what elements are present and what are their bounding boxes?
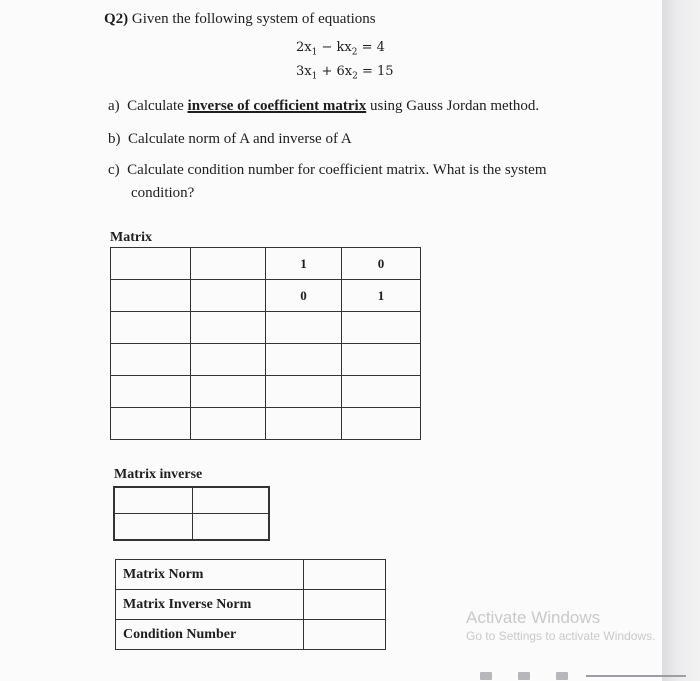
matrix-cell[interactable] (111, 248, 191, 280)
item-c-text-line2: condition? (131, 185, 195, 201)
item-b-prefix: b) (108, 131, 121, 147)
matrix-cell[interactable] (191, 312, 266, 344)
matrix-table (110, 247, 421, 440)
matrix-cell[interactable] (342, 408, 421, 440)
item-b-text: Calculate norm of A and inverse of A (128, 131, 352, 147)
equation-2: $3x_1 + 6x_2 = 15$ (296, 64, 394, 82)
matrix-inverse-table (113, 486, 270, 541)
table-row (111, 376, 421, 408)
matrix-norm-value[interactable] (304, 560, 386, 590)
condition-number-value[interactable] (304, 620, 386, 650)
norm-table (115, 559, 386, 650)
zoom-slider-icon[interactable] (586, 675, 686, 677)
item-c (108, 162, 546, 179)
matrix-cell[interactable] (111, 344, 191, 376)
item-a-prefix: a) (108, 98, 120, 114)
item-a-tail: using Gauss Jordan method. (366, 98, 540, 114)
item-a-emphasis: inverse of coefficient matrix (187, 98, 367, 114)
matrix-inverse-heading: Matrix inverse (114, 467, 203, 482)
inverse-cell[interactable] (192, 514, 269, 541)
matrix-cell[interactable] (266, 312, 342, 344)
matrix-cell[interactable] (342, 312, 421, 344)
read-mode-icon[interactable] (480, 672, 492, 680)
matrix-cell[interactable] (266, 376, 342, 408)
matrix-cell[interactable] (111, 408, 191, 440)
matrix-norm-label: Matrix Norm (116, 560, 304, 590)
matrix-cell[interactable] (191, 376, 266, 408)
matrix-cell[interactable] (191, 408, 266, 440)
question-text: Given the following system of equations (131, 11, 376, 27)
question-number: Q2) (104, 11, 129, 27)
print-layout-icon[interactable] (518, 672, 530, 680)
table-row (114, 514, 269, 541)
watermark-line1: Activate Windows (466, 608, 601, 627)
matrix-heading: Matrix (110, 230, 152, 245)
table-row (116, 560, 386, 590)
table-row (111, 344, 421, 376)
question-title (104, 11, 376, 28)
equation-1: $2x_1 - kx_2 = 4$ (296, 40, 385, 58)
table-row (116, 590, 386, 620)
condition-number-label: Condition Number (116, 620, 304, 650)
matrix-cell[interactable] (266, 344, 342, 376)
matrix-cell[interactable] (111, 280, 191, 312)
inverse-cell[interactable] (192, 487, 269, 514)
matrix-cell[interactable]: 0 (266, 280, 342, 312)
inverse-cell[interactable] (114, 514, 192, 541)
matrix-cell[interactable] (191, 280, 266, 312)
watermark-line2: Go to Settings to activate Windows. (466, 629, 656, 643)
item-c-text-line1: Calculate condition number for coefficient matrix. What is the system (127, 162, 547, 178)
web-layout-icon[interactable] (556, 672, 568, 680)
table-row (111, 408, 421, 440)
table-row (116, 620, 386, 650)
matrix-cell[interactable] (342, 344, 421, 376)
table-row (111, 248, 421, 280)
matrix-cell[interactable]: 1 (266, 248, 342, 280)
activate-windows-watermark (466, 608, 655, 643)
inverse-cell[interactable] (114, 487, 192, 514)
matrix-cell[interactable]: 0 (342, 248, 421, 280)
matrix-cell[interactable] (111, 376, 191, 408)
item-a-text: Calculate (127, 98, 188, 114)
matrix-cell[interactable] (191, 344, 266, 376)
table-row (114, 487, 269, 514)
matrix-cell[interactable]: 1 (342, 280, 421, 312)
matrix-cell[interactable] (111, 312, 191, 344)
matrix-cell[interactable] (342, 376, 421, 408)
matrix-cell[interactable] (266, 408, 342, 440)
matrix-cell[interactable] (191, 248, 266, 280)
table-row (111, 280, 421, 312)
item-b (108, 131, 352, 148)
table-row (111, 312, 421, 344)
matrix-inverse-norm-label: Matrix Inverse Norm (116, 590, 304, 620)
item-c-prefix: c) (108, 162, 120, 178)
matrix-inverse-norm-value[interactable] (304, 590, 386, 620)
item-a (108, 98, 539, 115)
page-edge-shadow (662, 0, 700, 681)
